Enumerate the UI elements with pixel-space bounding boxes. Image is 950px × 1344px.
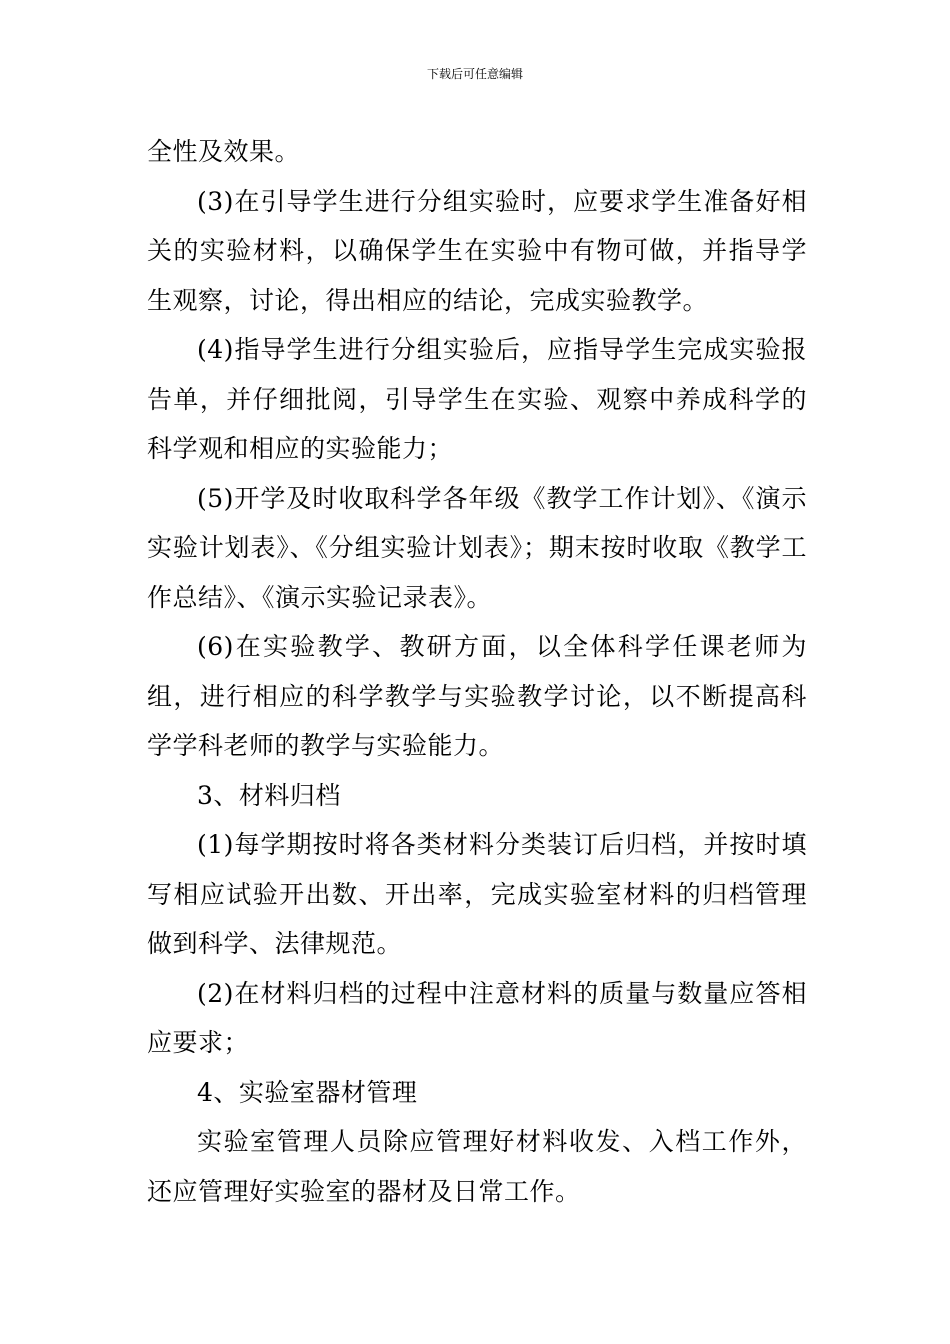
paragraph-2: (3)在引导学生进行分组实验时，应要求学生准备好相关的实验材料，以确保学生在实验中有物可做，并指导学生观察，讨论，得出相应的结论，完成实验教学。 bbox=[147, 186, 807, 315]
paragraph-4: (5)开学及时收取科学各年级《教学工作计划》、《演示实验计划表》、《分组实验计划表》；期末按时收取《教学工作总结》、《演示实验记录表》。 bbox=[147, 483, 807, 612]
paragraph-1: 全性及效果。 bbox=[147, 137, 301, 166]
paragraph-7: (1)每学期按时将各类材料分类装订后归档，并按时填写相应试验开出数、开出率，完成实验室材料的归档管理做到科学、法律规范。 bbox=[147, 830, 807, 958]
paragraph-8: (2)在材料归档的过程中注意材料的质量与数量应答相应要求； bbox=[147, 978, 807, 1057]
document-body bbox=[147, 127, 807, 1216]
paragraph-3: (4)指导学生进行分组实验后，应指导学生完成实验报告单，并仔细批阅，引导学生在实验、观察中养成科学的科学观和相应的实验能力； bbox=[147, 335, 807, 463]
paragraph-10: 实验室管理人员除应管理好材料收发、入档工作外，还应管理好实验室的器材及日常工作。 bbox=[147, 1127, 807, 1206]
section-heading-3: 3、材料归档 bbox=[197, 780, 341, 810]
page-header: 下载后可任意编辑 bbox=[426, 67, 523, 81]
paragraph-5: (6)在实验教学、教研方面，以全体科学任课老师为组，进行相应的科学教学与实验教学讨论，以不断提高科学学科老师的教学与实验能力。 bbox=[147, 632, 807, 760]
section-heading-4: 4、实验室器材管理 bbox=[197, 1077, 418, 1107]
